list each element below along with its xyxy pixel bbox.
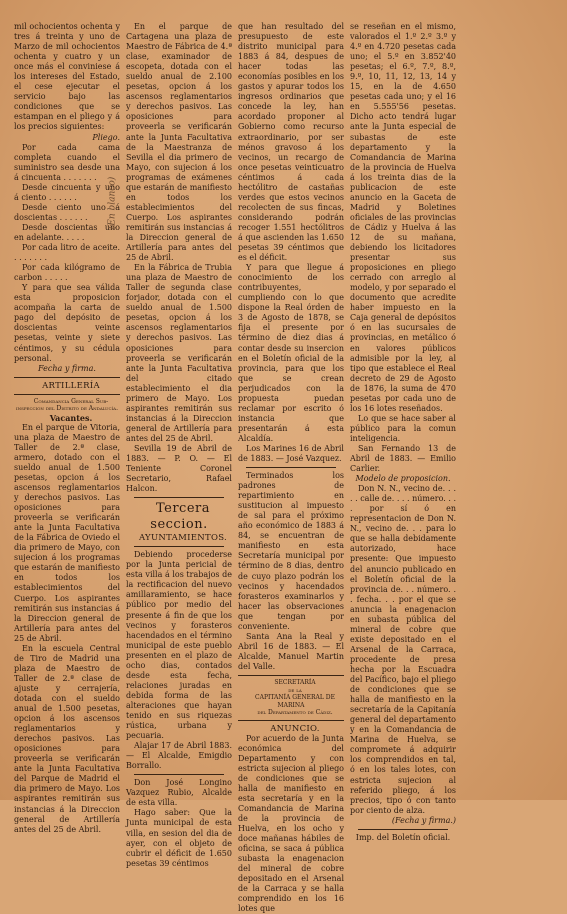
signature: Fecha y firma.	[38, 363, 96, 373]
paragraph: Don José Longino Vazquez Rubio, Alcalde de esta villa.	[126, 778, 232, 808]
section-heading: Tercera seccion.	[150, 501, 210, 533]
column-4	[350, 22, 456, 842]
department-heading: del Departamento de Cádiz.	[257, 709, 333, 716]
divider	[134, 497, 224, 498]
divider	[14, 377, 120, 378]
section-heading: ARTILLERÍA	[42, 380, 100, 391]
column-3	[238, 22, 344, 914]
paragraph: En la Fábrica de Trubia una plaza de Maestro de Taller de segunda clase forjador, dotada con el sueldo anual de 1.500 pesetas, opcion á los ascensos reglamentarios y derechos pasivos. Las oposiciones para proveerla se verificarán ante la Junta Facultativa del citado establecimiento el dia primero de Mayo. Los aspirantes remitirán sus instancias á la Direccion general de Artillería para antes del 25 de Abril.	[126, 263, 232, 443]
paragraph: Por acuerdo de la Junta económica del Departamento y con estricta sujecion al pliego de condiciones que se halla de manifiesto en esta secretaría y en la Comandancia de Marina de la provincia de Huelva, en los ocho y doce mañanas hábiles de oficina, se saca á pública subasta la enagenacion del mineral de cobre depositado en el Arsenal de la Carraca y se halla comprendido en los 16 lotes que	[238, 733, 344, 914]
vacancies-heading: Vacantes.	[49, 412, 93, 423]
paragraph: En el parque de Cartagena una plaza de Maestro de Fábrica de 4.ª clase, examinador de escopeta, dotada con el sueldo anual de 2.100 pesetas, opcion á los ascensos reglamentarios y derechos pasivos. Las oposiciones para proveerla se verificarán ante la Junta Facultativa de la Maestranza de Sevilla el dia primero de Mayo, con sujecion á los programas de exámenes que estarán de manifiesto en todos los establecimientos del Cuerpo. Los aspirantes remitirán sus instancias á la Direccion general de Artillería para antes del 25 de Abril.	[126, 22, 232, 263]
paragraph: Hago saber: Que la Junta municipal de esta villa, en sesion del dia de ayer, con el objeto de cubrir el déficit de 1.650 pesetas 39 céntimos	[126, 808, 232, 868]
paragraph: En el parque de Vitoria, una plaza de Maestro de Taller de 2.ª clase, armero, dotado con el sueldo anual de 1.500 pesetas, opcion á los ascensos reglamentarios y derechos pasivos. Las oposiciones para proveerla se verificarán ante la Junta Facultativa de la Fábrica de Oviedo el dia primero de Mayo, con sujecion á los programas que estarán de manifiesto en todos los establecimientos del Cuerpo. Los aspirantes remitirán sus instancias á la Direccion general de Artillería para antes del 25 de Abril.	[14, 422, 120, 643]
captaincy-heading: CAPITANÍA GENERAL DE MARINA	[255, 694, 335, 709]
subsection-heading: AYUNTAMIENTOS.	[138, 533, 228, 544]
paragraph: Alajar 17 de Abril 1883. — El Alcalde, Emigdio Borrallo.	[126, 741, 232, 771]
paragraph: Desde doscientas uno en adelante. . . . .	[14, 222, 120, 242]
model-heading: Modelo de proposicion.	[355, 474, 451, 484]
divider	[238, 675, 344, 676]
paragraph: Sevilla 19 de Abril de 1883. — P. O. — El Teniente Coronel Secretario, Rafael Halcon.	[126, 443, 232, 494]
paragraph: Los Marines 16 de Abril de 1883. — José Vazquez.	[238, 443, 344, 464]
paragraph: Y para que llegue á conocimiento de los contribuyentes, cumpliendo con lo que dispone la Real órden de 3 de Agosto de 1878, se fija el presente por término de diez dias á contar desde su insercion en el Boletín oficial de la provincia, para que los que se crean perjudicados con la propuesta puedan reclamar por escrito ó instancia que presentarán á esta Alcaldía.	[238, 263, 344, 443]
signature: (Fecha y firma.)	[391, 815, 456, 825]
divider	[134, 774, 224, 775]
paragraph: San Fernando 13 de Abril de 1883. — Emilio Carlier.	[350, 443, 456, 474]
paragraph: Por cada cama completa cuando el suministro sea desde una á cincuenta . . . . . . .	[14, 142, 120, 182]
divider	[238, 720, 344, 721]
paragraph: En la escuela Central de Tiro de Madrid una plaza de Maestro de Taller de 2.ª clase de ajuste y cerrajería, dotada con el sueldo anual de 1.500 pesetas, opcion á los ascensos reglamentarios y derechos pasivos. Las oposiciones para proveerla se verificarán ante la Junta Facultativa del Parque de Madrid el dia primero de Mayo. Los aspirantes remitirán sus instancias á la Direccion general de Artillería antes del 25 de Abril.	[14, 643, 120, 834]
secretariat-of: de la	[288, 686, 302, 694]
paragraph: que han resultado del presupuesto de este distrito municipal para 1883 á 84, despues de hacer todas las economías posibles en los gastos y apurar todos los ingresos ordinarios que concede la ley, han acordado proponer al Gobierno como recurso extraordinario, por ser ménos gravoso á los vecinos, un recargo de once pesetas veinticuatro céntimos á cada hectólitro de castañas verdes que estos vecinos recolecten de sus fincas, considerando podrán recoger 1.551 hectólitros á que ascienden las 1.650 pesetas 39 céntimos que es el déficit.	[238, 22, 344, 263]
columns	[14, 22, 553, 914]
divider	[246, 467, 336, 468]
blank-stamp: (En blanco)	[107, 176, 118, 230]
divider	[14, 394, 120, 395]
paragraph: Por cada litro de aceite. . . . . . . .	[14, 243, 120, 263]
paragraph: Desde cincuenta y uno á ciento . . . . . .	[14, 182, 120, 202]
column-1	[14, 22, 120, 834]
paragraph: Por cada kilógramo de carbon . . . . .	[14, 263, 120, 283]
paragraph: Lo que se hace saber al público para la comun inteligencia.	[350, 413, 456, 443]
paragraph: Santa Ana la Real y Abril 16 de 1883. — El Alcalde, Manuel Martin del Valle.	[238, 631, 344, 671]
paragraph: Don N. N., vecino de. . . . . calle de. . . . número. . . . por sí ó en representacion de Don N. N., vecino de. . . para lo que se halla debidamente autorizado, hace presente: Que impuesto del anuncio publicado en el Boletín oficial de la provincia de. . . número. . . fecha. . . por el que se anuncia la enagenacion en subasta pública del mineral de cobre que existe depositado en el Arsenal de la Carraca, procedente de presa hecha por la Escuadra del Pacífico, bajo el pliego de condiciones que se halla de manifiesto en la secretaría de la Capitanía general del departamento y en la Comandancia de Marina de Huelva, se compromete á adquirir los comprendidos en tal, ó en los tales lotes, con estricta sujecion al referido pliego, á los precios, tipo ó con tanto por ciento de alza.	[350, 484, 456, 815]
paragraph: mil ochocientos ochenta y tres á treinta y uno de Marzo de mil ochocientos ochenta y cuatro y un once más el conviniese á los intereses del Estado, el cese ejecutar el servicio bajo las condiciones que se estampan en el pliego y á los precios siguientes:	[14, 22, 120, 132]
signature: Pliego.	[92, 132, 120, 142]
subsection-heading: Comandancia General Sub-inspeccion del Distrito de Andalucía.	[16, 397, 118, 413]
divider	[358, 829, 448, 830]
divider	[134, 546, 224, 547]
column-2	[126, 22, 232, 868]
secretariat-heading: SECRETARÍA	[274, 679, 316, 686]
paragraph: se reseñan en el mismo, valorados el 1.º 2.º 3.º y 4.º en 4.720 pesetas cada uno; el 5.º en 3.852'40 pesetas; el 6.º, 7.º, 8.º, 9.º, 10, 11, 12, 13, 14 y 15, en la de 4.650 pesetas cada uno; y el 16 en 5.555'56 pesetas. Dicho acto tendrá lugar ante la Junta especial de subastas de este departamento y la Comandancia de Marina de la provincia de Huelva á los treinta dias de la publicacion de este anuncio en la Gaceta de Madrid y Boletines oficiales de las provincias de Cádiz y Huelva á las 12 de su mañana, debiendo los licitadores presentar sus proposiciones en pliego cerrado con arreglo al modelo, y por separado el documento que acredite haber impuesto en la Caja general de depósitos ó en las sucursales de provincias, en metálico ó en valores públicos admisible por la ley, al tipo que establece el Real decreto de 29 de Agosto de 1876, la suma de 470 pesetas por cada uno de los 16 lotes reseñados.	[350, 22, 456, 413]
paragraph: Terminados los padrones de repartimiento en sustitucion al impuesto de sal para el próximo año económico de 1883 á 84, se encuentran de manifiesto en esta Secretaría municipal por término de 8 dias, dentro de cuyo plazo podrán los vecinos y hacendados forasteros examinarlos y hacer las observaciones que tengan por conveniente.	[238, 471, 344, 631]
imprint: Imp. del Boletín oficial.	[355, 832, 451, 842]
announcement-heading: ANUNCIO.	[270, 723, 320, 734]
paragraph: Y para que sea válida esta proposicion acompaña la carta de pago del depósito de doscientas veinte pesetas, veinte y siete céntimos, y su cédula personal.	[14, 283, 120, 363]
paragraph: Debiendo procederse por la Junta pericial de esta villa á los trabajos de la rectificacion del nuevo amillaramiento, se hace público por medio del presente á fin de que los vecinos y forasteros hacendados en el término municipal de este pueblo presenten en el plazo de ocho dias, contados desde esta fecha, relaciones juradas en debida forma de las alteraciones que hayan tenido en sus riquezas rústica, urbana y pecuaria.	[126, 550, 232, 741]
paragraph: Desde ciento uno á doscientas . . . . . .	[14, 202, 120, 222]
